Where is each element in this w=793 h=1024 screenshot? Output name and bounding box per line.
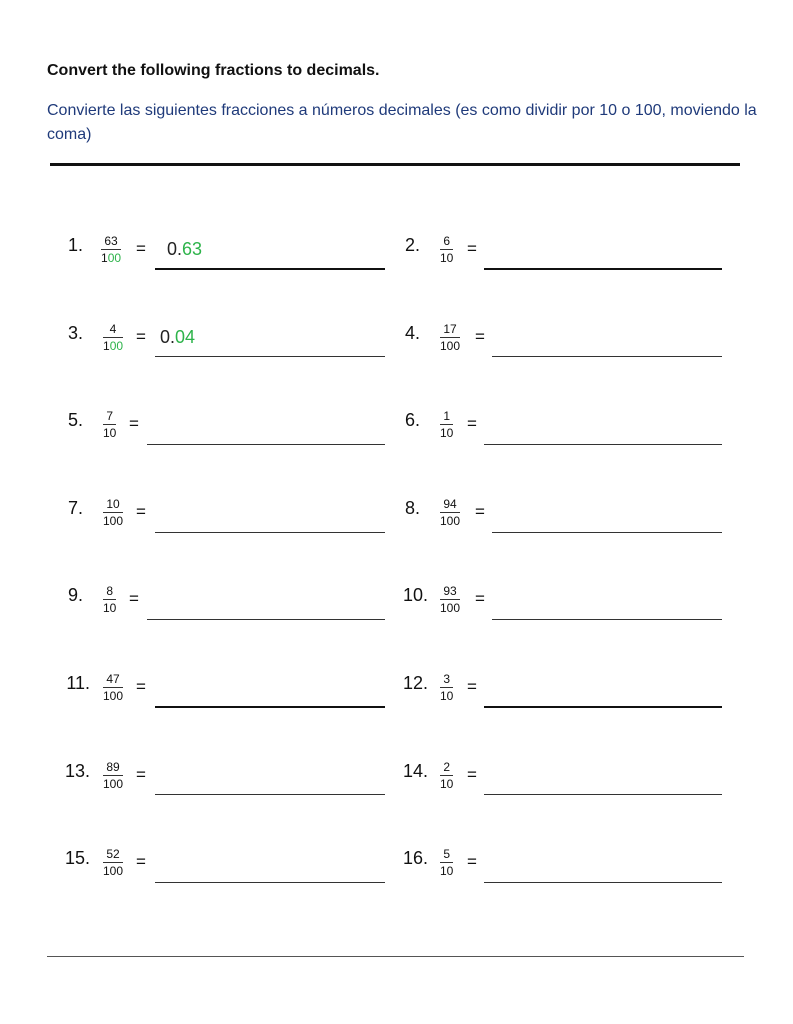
worksheet-subtitle: Convierte las siguientes fracciones a números decimales (es como dividir por 10 o 100, moviendo la coma) [47, 102, 757, 143]
fraction [103, 672, 123, 703]
equals-sign: = [136, 327, 146, 346]
denominator: 10 [440, 864, 454, 878]
equals-sign: = [136, 239, 146, 258]
equals-sign: = [136, 852, 146, 871]
fraction-bar [440, 687, 453, 688]
problem-number: 11. [66, 673, 90, 693]
equals-sign: = [475, 502, 485, 521]
numerator: 3 [443, 672, 451, 686]
fraction [101, 234, 121, 265]
answer-line[interactable] [484, 882, 722, 883]
equals-sign: = [467, 765, 477, 784]
denominator: 100 [103, 864, 124, 878]
answer-line[interactable] [492, 619, 722, 620]
numerator: 4 [109, 322, 117, 336]
fraction [440, 760, 453, 791]
fraction [440, 497, 460, 528]
answer-prefix: 0. [167, 239, 183, 259]
problem-number: 14. [402, 761, 428, 781]
answer-field[interactable] [160, 327, 195, 348]
denominator: 100 [103, 777, 124, 791]
answer-line[interactable] [492, 356, 722, 357]
equals-sign: = [129, 589, 139, 608]
denominator: 10 [103, 601, 117, 615]
answer-digits: 63 [182, 239, 203, 259]
numerator: 63 [104, 234, 118, 248]
fraction [103, 847, 123, 878]
fraction-bar [101, 249, 121, 250]
numerator: 93 [443, 584, 457, 598]
answer-line[interactable] [484, 706, 722, 708]
denominator: 10 [440, 251, 454, 265]
fraction-bar [440, 599, 460, 600]
fraction-bar [103, 862, 123, 863]
fraction-bar [440, 862, 453, 863]
numerator: 94 [443, 497, 457, 511]
denominator: 10 [103, 426, 117, 440]
answer-line[interactable] [484, 268, 722, 270]
fraction-bar [440, 775, 453, 776]
problem-number: 3. [67, 323, 83, 343]
numerator: 5 [443, 847, 451, 861]
answer-prefix: 0. [160, 327, 176, 347]
denominator: 100 [103, 514, 124, 528]
fraction [440, 672, 453, 703]
fraction [440, 409, 453, 440]
denominator: 100 [103, 339, 124, 353]
problem-number: 7. [67, 498, 83, 518]
answer-line[interactable] [492, 532, 722, 533]
fraction [440, 584, 460, 615]
denominator: 10 [440, 426, 454, 440]
answer-line[interactable] [155, 356, 385, 357]
fraction [103, 760, 123, 791]
problem-number: 4. [404, 323, 420, 343]
equals-sign: = [467, 852, 477, 871]
fraction-bar [103, 512, 123, 513]
fraction-bar [103, 775, 123, 776]
problem-number: 2. [404, 235, 420, 255]
fraction [103, 322, 123, 353]
answer-line[interactable] [155, 532, 385, 533]
numerator: 8 [106, 584, 114, 598]
numerator: 52 [106, 847, 120, 861]
equals-sign: = [136, 502, 146, 521]
fraction-bar [440, 337, 460, 338]
answer-line[interactable] [147, 619, 385, 620]
fraction [440, 322, 460, 353]
answer-field[interactable] [167, 239, 202, 260]
numerator: 17 [443, 322, 457, 336]
numerator: 2 [443, 760, 451, 774]
problem-number: 1. [67, 235, 83, 255]
denominator: 10 [440, 777, 454, 791]
fraction-bar [103, 337, 123, 338]
fraction-bar [103, 687, 123, 688]
problem-number: 12. [402, 673, 428, 693]
problem-number: 5. [67, 410, 83, 430]
equals-sign: = [467, 414, 477, 433]
equals-sign: = [129, 414, 139, 433]
denominator: 100 [103, 689, 124, 703]
denominator: 100 [440, 601, 461, 615]
answer-line[interactable] [155, 268, 385, 270]
footer-divider [47, 956, 744, 957]
problem-number: 9. [67, 585, 83, 605]
problem-number: 15. [64, 848, 90, 868]
fraction [103, 584, 116, 615]
equals-sign: = [136, 765, 146, 784]
equals-sign: = [475, 327, 485, 346]
numerator: 6 [443, 234, 451, 248]
fraction [103, 497, 123, 528]
answer-line[interactable] [484, 794, 722, 795]
fraction-bar [103, 599, 116, 600]
answer-line[interactable] [147, 444, 385, 445]
denominator: 100 [440, 514, 461, 528]
header-divider [50, 163, 740, 166]
worksheet-title: Convert the following fractions to decimals. [47, 62, 380, 79]
answer-line[interactable] [155, 706, 385, 708]
denominator: 10 [440, 689, 454, 703]
denominator: 100 [440, 339, 461, 353]
answer-line[interactable] [484, 444, 722, 445]
fraction-bar [440, 249, 453, 250]
equals-sign: = [475, 589, 485, 608]
denominator: 100 [101, 251, 122, 265]
fraction [440, 847, 453, 878]
answer-digits: 04 [175, 327, 196, 347]
numerator: 1 [443, 409, 451, 423]
equals-sign: = [467, 239, 477, 258]
fraction [103, 409, 116, 440]
equals-sign: = [467, 677, 477, 696]
problem-number: 13. [64, 761, 90, 781]
answer-line[interactable] [155, 794, 385, 795]
answer-line[interactable] [155, 882, 385, 883]
numerator: 47 [106, 672, 120, 686]
problem-number: 6. [404, 410, 420, 430]
equals-sign: = [136, 677, 146, 696]
problem-number: 10. [402, 585, 428, 605]
problem-number: 16. [402, 848, 428, 868]
numerator: 89 [106, 760, 120, 774]
numerator: 7 [106, 409, 114, 423]
fraction-bar [440, 424, 453, 425]
fraction-bar [103, 424, 116, 425]
fraction-bar [440, 512, 460, 513]
numerator: 10 [106, 497, 120, 511]
problem-number: 8. [404, 498, 420, 518]
fraction [440, 234, 453, 265]
